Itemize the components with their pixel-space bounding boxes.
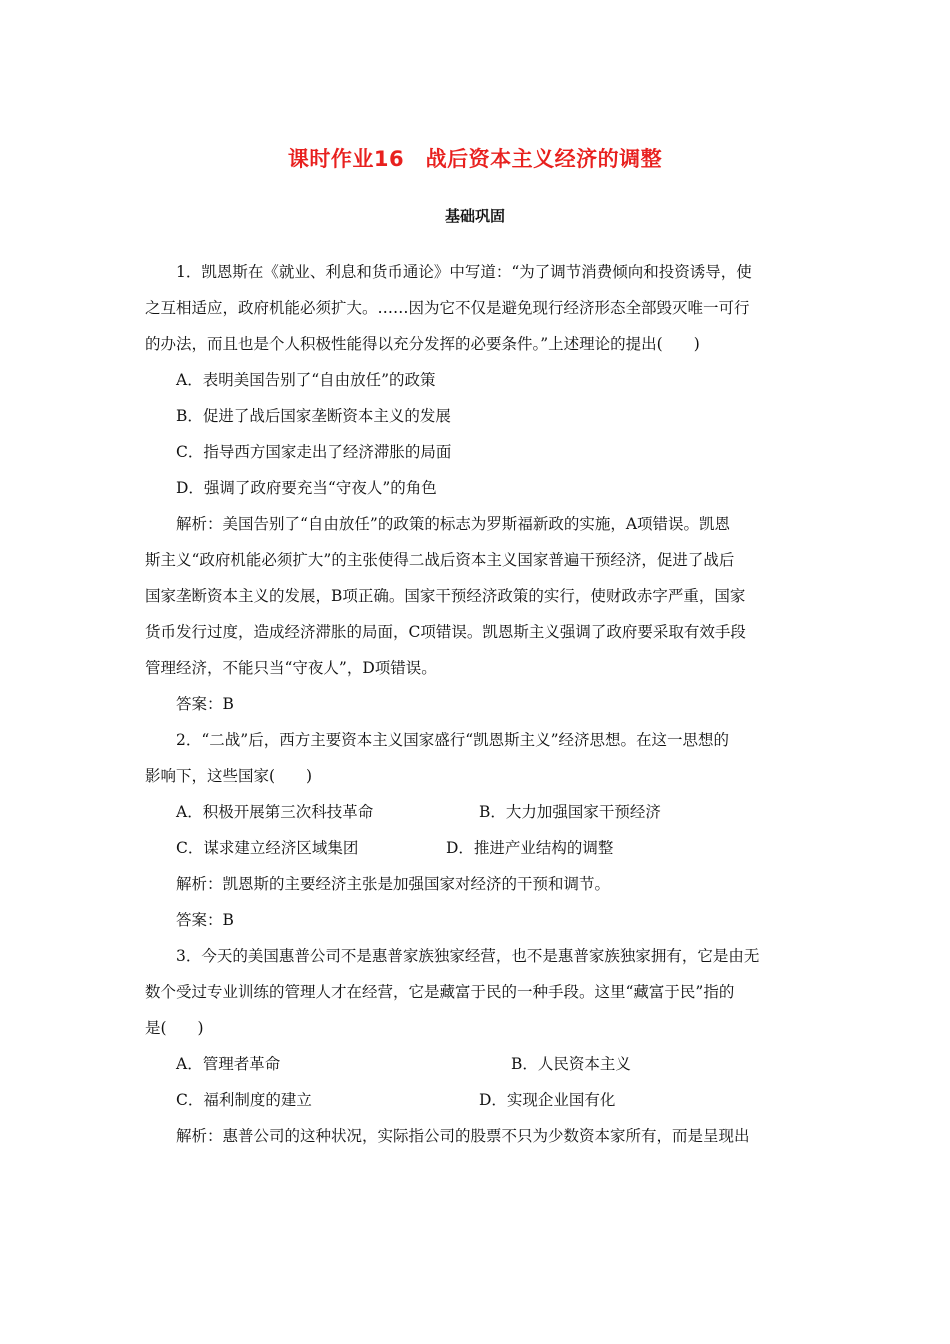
q1-stem-line-3: 的办法，而且也是个人积极性能得以充分发挥的必要条件。”上述理论的提出( ) — [145, 335, 700, 353]
q2-options-row-1 — [145, 794, 807, 830]
page-title: 课时作业16 战后资本主义经济的调整 — [287, 147, 663, 171]
q3-option-a: A．管理者革命 — [176, 1055, 281, 1073]
q3-options-row-2 — [145, 1082, 807, 1118]
question-content — [145, 254, 807, 1154]
q1-analysis-line-2: 斯主义“政府机能必须扩大”的主张使得二战后资本主义国家普遍干预经济，促进了战后 — [145, 551, 735, 569]
q2-answer: 答案：B — [176, 911, 234, 929]
q3-stem-line-1: 3．今天的美国惠普公司不是惠普家族独家经营，也不是惠普家族独家拥有，它是由无 — [176, 947, 760, 965]
q1-option-b: B．促进了战后国家垄断资本主义的发展 — [176, 407, 451, 425]
section-heading: 基础巩固 — [444, 207, 505, 225]
q2-stem-line-1: 2．“二战”后，西方主要资本主义国家盛行“凯恩斯主义”经济思想。在这一思想的 — [176, 731, 730, 749]
q3-stem-line-2: 数个受过专业训练的管理人才在经营，它是藏富于民的一种手段。这里“藏富于民”指的 — [145, 983, 735, 1001]
q1-analysis-line-4: 货币发行过度，造成经济滞胀的局面，C项错误。凯恩斯主义强调了政府要采取有效手段 — [145, 623, 746, 641]
q2-option-d: D．推进产业结构的调整 — [446, 839, 614, 857]
q1-analysis-line-3: 国家垄断资本主义的发展，B项正确。国家干预经济政策的实行，使财政赤字严重，国家 — [145, 587, 746, 605]
q2-option-a: A．积极开展第三次科技革命 — [176, 803, 374, 821]
q2-stem-line-2: 影响下，这些国家( ) — [145, 767, 313, 785]
q2-options-row-2 — [145, 830, 807, 866]
q1-analysis-line-5: 管理经济，不能只当“守夜人”，D项错误。 — [145, 659, 437, 677]
q3-stem-line-3: 是( ) — [145, 1019, 204, 1037]
q1-stem-line-1: 1．凯恩斯在《就业、利息和货币通论》中写道：“为了调节消费倾向和投资诱导，使 — [176, 263, 752, 281]
q2-option-b: B．大力加强国家干预经济 — [479, 803, 661, 821]
q3-analysis: 解析：惠普公司的这种状况，实际指公司的股票不只为少数资本家所有，而是呈现出 — [176, 1127, 750, 1145]
q3-option-d: D．实现企业国有化 — [479, 1091, 616, 1109]
q1-option-a: A．表明美国告别了“自由放任”的政策 — [176, 371, 436, 389]
q1-answer: 答案：B — [176, 695, 234, 713]
q1-option-d: D．强调了政府要充当“守夜人”的角色 — [176, 479, 437, 497]
q2-option-c: C．谋求建立经济区域集团 — [176, 839, 359, 857]
q2-analysis: 解析：凯恩斯的主要经济主张是加强国家对经济的干预和调节。 — [176, 875, 611, 893]
q1-option-c: C．指导西方国家走出了经济滞胀的局面 — [176, 443, 452, 461]
q1-stem-line-2: 之互相适应，政府机能必须扩大。……因为它不仅是避免现行经济形态全部毁灭唯一可行 — [145, 299, 750, 317]
q3-option-c: C．福利制度的建立 — [176, 1091, 312, 1109]
q3-options-row-1 — [145, 1046, 807, 1082]
q3-option-b: B．人民资本主义 — [511, 1055, 631, 1073]
q1-analysis-line-1: 解析：美国告别了“自由放任”的政策的标志为罗斯福新政的实施，A项错误。凯恩 — [176, 515, 731, 533]
